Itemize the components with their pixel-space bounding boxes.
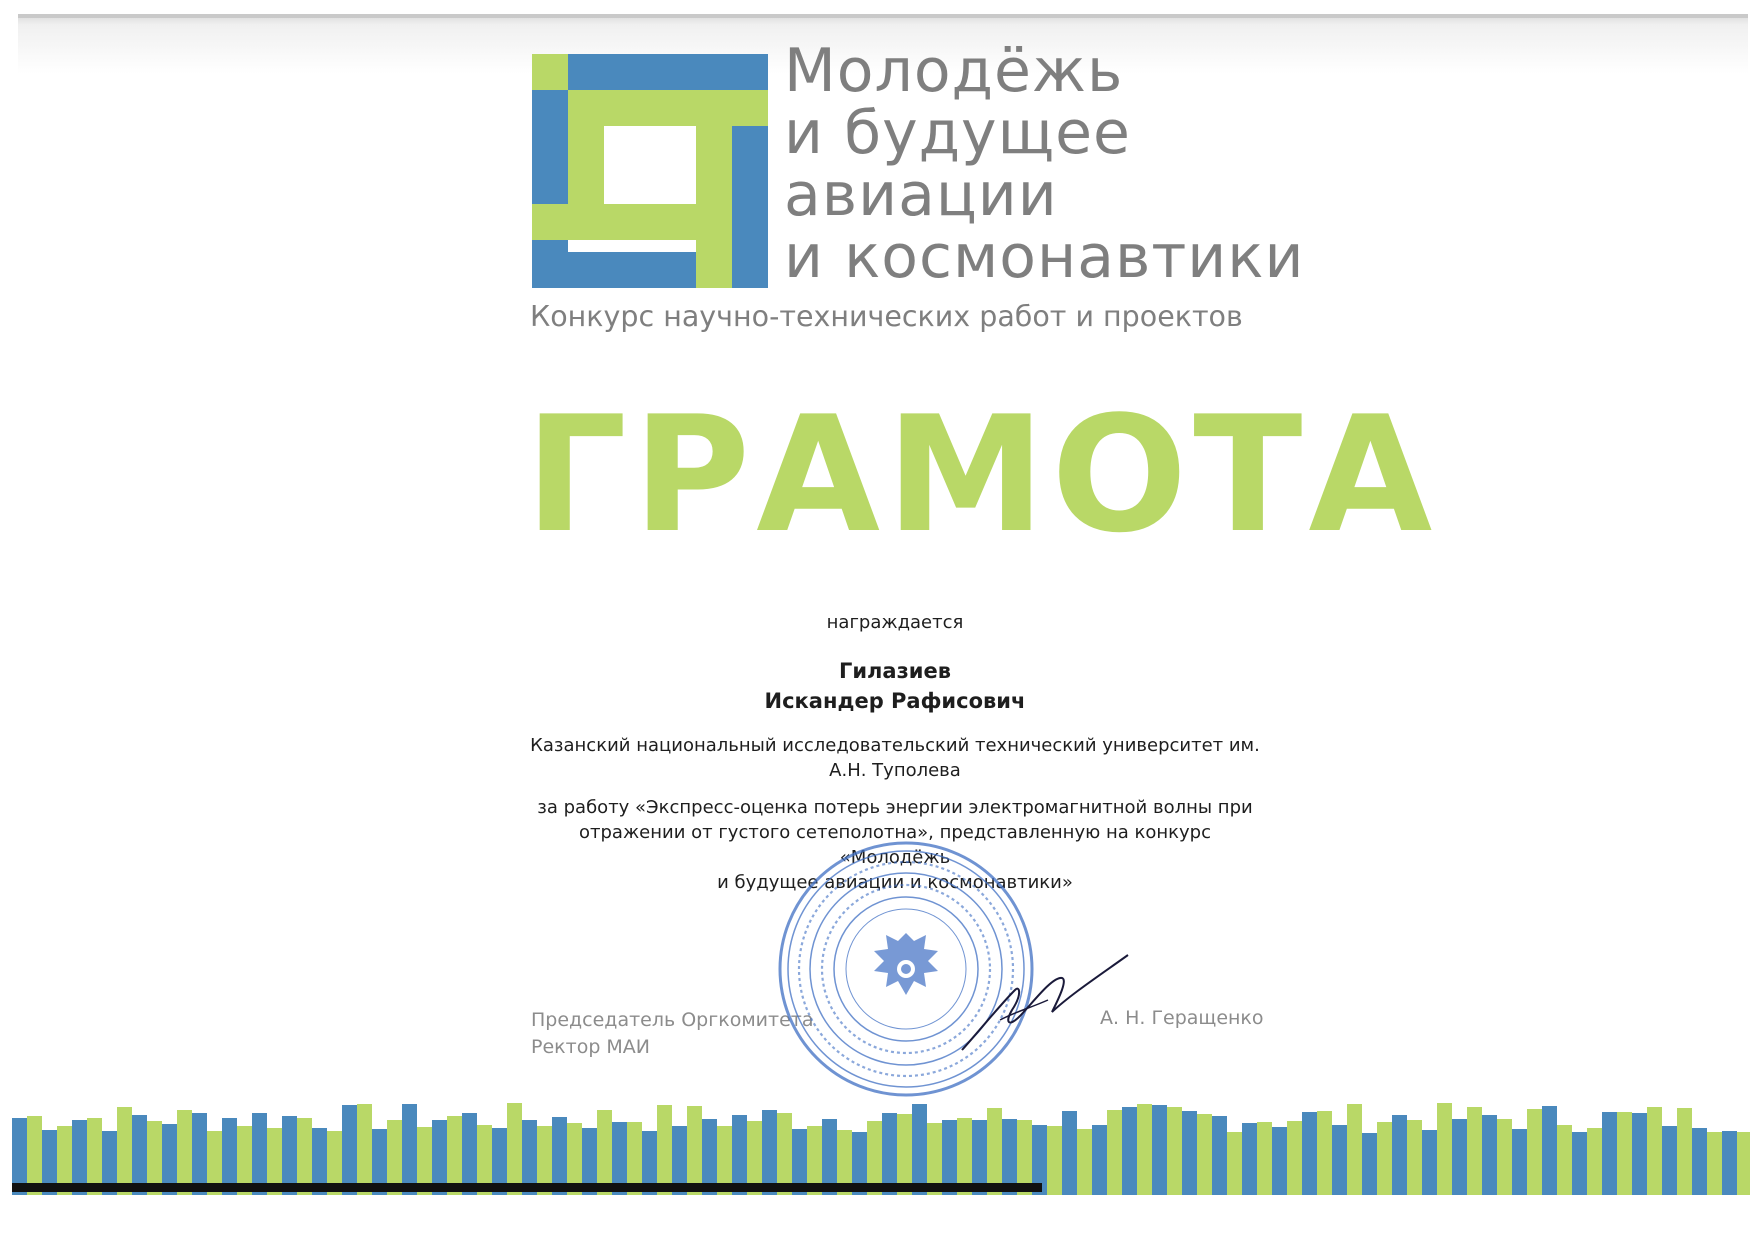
decorative-bar bbox=[1557, 1125, 1572, 1195]
decorative-bar bbox=[1287, 1121, 1302, 1195]
work-line: за работу «Экспресс-оценка потерь энергии электромагнитной волны при bbox=[537, 797, 1253, 818]
scan-top-edge bbox=[18, 14, 1748, 18]
logo-title-line: и космонавтики bbox=[784, 222, 1305, 292]
decorative-bar bbox=[1647, 1107, 1662, 1195]
decorative-bar bbox=[1122, 1107, 1137, 1195]
decorative-bar bbox=[1317, 1111, 1332, 1195]
decorative-bar bbox=[1707, 1132, 1722, 1195]
decorative-bar bbox=[1452, 1119, 1467, 1195]
decorative-bar bbox=[1092, 1125, 1107, 1195]
decorative-bar bbox=[1722, 1131, 1737, 1195]
decorative-bar bbox=[1602, 1112, 1617, 1195]
decorative-bar bbox=[1737, 1132, 1750, 1195]
decorative-bar bbox=[1272, 1127, 1287, 1195]
decorative-bar bbox=[357, 1104, 372, 1195]
decorative-bar bbox=[1422, 1130, 1437, 1195]
decorative-bar bbox=[1497, 1119, 1512, 1195]
decorative-bar bbox=[1362, 1133, 1377, 1195]
decorative-bar bbox=[987, 1108, 1002, 1195]
decorative-bar bbox=[1332, 1125, 1347, 1195]
contest-subtitle: Конкурс научно-технических работ и проектов bbox=[530, 300, 1243, 333]
contest-logo-mark bbox=[532, 54, 768, 288]
decorative-bar bbox=[1677, 1108, 1692, 1195]
recipient-name bbox=[530, 656, 1260, 716]
work-line: отражении от густого сетеполотна», представленную на конкурс «Молодёжь bbox=[578, 822, 1211, 868]
decorative-bar bbox=[1662, 1126, 1677, 1195]
logo-title-line: авиации bbox=[784, 160, 1058, 230]
decorative-bar bbox=[657, 1105, 672, 1195]
decorative-bar bbox=[1512, 1129, 1527, 1195]
decorative-bar bbox=[1047, 1126, 1062, 1195]
decorative-bar bbox=[1347, 1104, 1362, 1195]
decorative-bar bbox=[1197, 1114, 1212, 1195]
logo-title-line: Молодёжь bbox=[784, 36, 1124, 106]
decorative-bar bbox=[1182, 1111, 1197, 1195]
decorative-bar bbox=[1242, 1123, 1257, 1195]
logo-title-line: и будущее bbox=[784, 98, 1131, 168]
decorative-bar bbox=[1692, 1128, 1707, 1195]
decorative-bar bbox=[1152, 1105, 1167, 1195]
awarded-label: награждается bbox=[826, 612, 964, 633]
decorative-bar bbox=[1572, 1132, 1587, 1195]
decorative-bar bbox=[1482, 1115, 1497, 1195]
signatory-position-line: Ректор МАИ bbox=[531, 1036, 651, 1058]
eagle-emblem-icon bbox=[874, 933, 938, 995]
recipient-given-names: Искандер Рафисович bbox=[764, 689, 1026, 713]
decorative-bar bbox=[1617, 1112, 1632, 1195]
decorative-bar bbox=[1212, 1116, 1227, 1195]
recipient-surname: Гилазиев bbox=[838, 659, 952, 683]
recipient-organization: Казанский национальный исследовательский технический университет им. А.Н. Туполева bbox=[530, 735, 1260, 781]
handwritten-signature bbox=[960, 950, 1130, 1060]
decorative-bar bbox=[342, 1105, 357, 1195]
decorative-bar bbox=[1377, 1122, 1392, 1195]
decorative-bar bbox=[1227, 1132, 1242, 1195]
signatory-position-line: Председатель Оргкомитета bbox=[531, 1009, 814, 1031]
work-line: и будущее авиации и космонавтики» bbox=[717, 872, 1073, 893]
decorative-bar bbox=[1467, 1107, 1482, 1195]
contest-logo-title bbox=[784, 36, 1305, 292]
decorative-bar bbox=[402, 1104, 417, 1195]
signatory-name: А. Н. Геращенко bbox=[1100, 1007, 1264, 1029]
decorative-bar bbox=[1527, 1109, 1542, 1195]
decorative-bar-pattern bbox=[12, 1095, 1750, 1195]
certificate-title: ГРАМОТА bbox=[525, 381, 1439, 568]
decorative-bar bbox=[687, 1106, 702, 1195]
decorative-bar bbox=[1437, 1103, 1452, 1195]
decorative-bar bbox=[1542, 1106, 1557, 1195]
decorative-bar bbox=[1392, 1115, 1407, 1195]
signatory-position bbox=[531, 1007, 813, 1061]
decorative-bar bbox=[117, 1107, 132, 1195]
decorative-bar bbox=[1167, 1107, 1182, 1195]
decorative-bar bbox=[1107, 1110, 1122, 1195]
decorative-bar bbox=[1062, 1111, 1077, 1195]
scan-bottom-edge bbox=[12, 1183, 1042, 1192]
decorative-bar bbox=[1077, 1129, 1092, 1195]
decorative-bar bbox=[912, 1104, 927, 1195]
decorative-bar bbox=[1587, 1128, 1602, 1195]
decorative-bar bbox=[1407, 1120, 1422, 1195]
decorative-bar bbox=[1632, 1113, 1647, 1195]
decorative-bar bbox=[1257, 1122, 1272, 1195]
decorative-bar bbox=[1302, 1112, 1317, 1195]
decorative-bar bbox=[1137, 1104, 1152, 1195]
decorative-bar bbox=[507, 1103, 522, 1195]
